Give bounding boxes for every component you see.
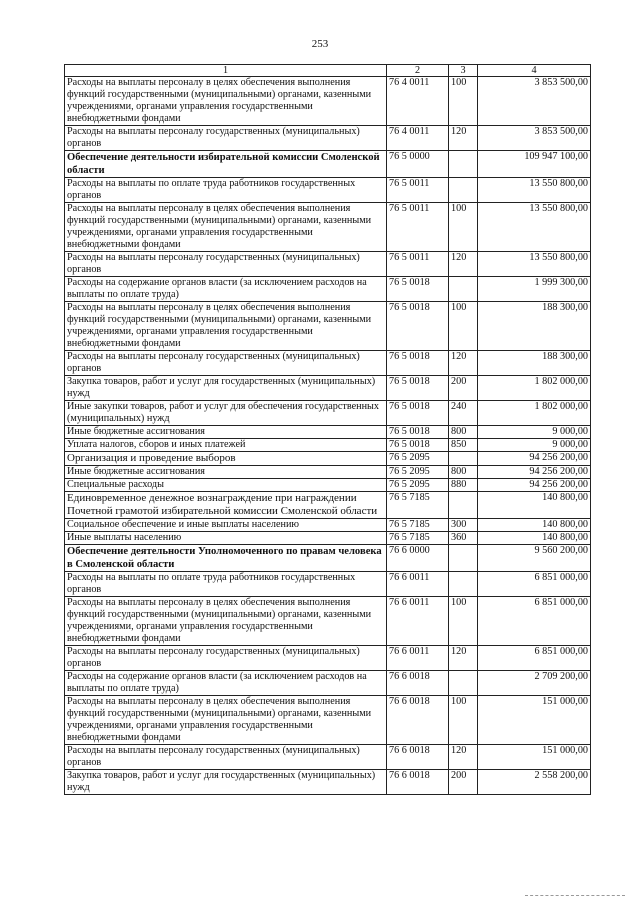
row-amount: 2 558 200,00 (478, 770, 591, 795)
page-number: 253 (311, 38, 329, 50)
table-body (65, 77, 591, 795)
table-row (65, 426, 591, 439)
row-expense-type: 120 (449, 646, 478, 671)
row-code: 76 6 0018 (387, 696, 449, 745)
row-name: Расходы на выплаты персоналу в целях обеспечения выполнения функций государственными (муниципальными) органами, казенными учреждениями, органами управления государственными внебюджетными фондами (65, 597, 387, 646)
row-code: 76 5 0011 (387, 203, 449, 252)
row-code: 76 5 0018 (387, 439, 449, 452)
row-expense-type: 120 (449, 745, 478, 770)
row-expense-type: 800 (449, 466, 478, 479)
table-row (65, 452, 591, 466)
row-expense-type: 100 (449, 203, 478, 252)
row-amount: 9 560 200,00 (478, 545, 591, 572)
table-row (65, 178, 591, 203)
table-row (65, 277, 591, 302)
row-amount: 9 000,00 (478, 426, 591, 439)
row-expense-type: 200 (449, 770, 478, 795)
row-expense-type: 800 (449, 426, 478, 439)
row-name: Расходы на выплаты персоналу государственных (муниципальных) органов (65, 252, 387, 277)
table-row (65, 302, 591, 351)
row-amount: 94 256 200,00 (478, 466, 591, 479)
table-row (65, 376, 591, 401)
table-row (65, 597, 591, 646)
table-row (65, 126, 591, 151)
row-amount: 6 851 000,00 (478, 646, 591, 671)
row-name: Уплата налогов, сборов и иных платежей (65, 439, 387, 452)
row-name: Расходы на выплаты персоналу в целях обеспечения выполнения функций государственными (муниципальными) органами, казенными учреждениями, органами управления государственными внебюджетными фондами (65, 77, 387, 126)
row-code: 76 4 0011 (387, 77, 449, 126)
row-name: Специальные расходы (65, 479, 387, 492)
budget-table (64, 64, 591, 795)
row-code: 76 5 0011 (387, 252, 449, 277)
row-code: 76 5 2095 (387, 452, 449, 466)
row-expense-type: 200 (449, 376, 478, 401)
row-name: Расходы на выплаты персоналу государственных (муниципальных) органов (65, 646, 387, 671)
table-row (65, 646, 591, 671)
row-code: 76 6 0018 (387, 671, 449, 696)
row-expense-type (449, 178, 478, 203)
header-col-4: 4 (478, 65, 591, 77)
row-code: 76 5 0000 (387, 151, 449, 178)
table-row (65, 466, 591, 479)
row-amount: 3 853 500,00 (478, 77, 591, 126)
table-row (65, 545, 591, 572)
row-name: Расходы на выплаты персоналу государственных (муниципальных) органов (65, 351, 387, 376)
row-expense-type (449, 151, 478, 178)
row-name: Закупка товаров, работ и услуг для государственных (муниципальных) нужд (65, 770, 387, 795)
row-code: 76 6 0011 (387, 646, 449, 671)
row-code: 76 4 0011 (387, 126, 449, 151)
row-expense-type (449, 545, 478, 572)
table-row (65, 479, 591, 492)
row-amount: 140 800,00 (478, 532, 591, 545)
row-expense-type: 120 (449, 252, 478, 277)
row-code: 76 6 0018 (387, 770, 449, 795)
row-code: 76 5 0018 (387, 426, 449, 439)
row-name: Расходы на выплаты по оплате труда работников государственных органов (65, 572, 387, 597)
table-row (65, 439, 591, 452)
row-name: Организация и проведение выборов (65, 452, 387, 466)
row-expense-type: 100 (449, 597, 478, 646)
row-amount: 140 800,00 (478, 492, 591, 519)
row-name: Иные бюджетные ассигнования (65, 426, 387, 439)
table-row (65, 252, 591, 277)
header-col-3: 3 (449, 65, 478, 77)
table-row (65, 492, 591, 519)
row-expense-type: 120 (449, 351, 478, 376)
table-row (65, 745, 591, 770)
row-code: 76 5 0018 (387, 277, 449, 302)
header-col-2: 2 (387, 65, 449, 77)
row-name: Расходы на выплаты персоналу в целях обеспечения выполнения функций государственными (муниципальными) органами, казенными учреждениями, органами управления государственными внебюджетными фондами (65, 302, 387, 351)
row-amount: 140 800,00 (478, 519, 591, 532)
row-name: Расходы на выплаты персоналу государственных (муниципальных) органов (65, 745, 387, 770)
row-expense-type (449, 671, 478, 696)
row-expense-type: 100 (449, 696, 478, 745)
row-expense-type: 300 (449, 519, 478, 532)
row-expense-type (449, 572, 478, 597)
row-amount: 1 802 000,00 (478, 401, 591, 426)
row-amount: 94 256 200,00 (478, 452, 591, 466)
scan-artifact-line (525, 895, 625, 897)
row-amount: 6 851 000,00 (478, 572, 591, 597)
row-expense-type: 120 (449, 126, 478, 151)
row-expense-type (449, 452, 478, 466)
table-row (65, 532, 591, 545)
row-expense-type: 360 (449, 532, 478, 545)
row-code: 76 5 2095 (387, 479, 449, 492)
row-code: 76 5 7185 (387, 519, 449, 532)
row-amount: 151 000,00 (478, 745, 591, 770)
row-name: Расходы на выплаты персоналу государственных (муниципальных) органов (65, 126, 387, 151)
row-code: 76 5 2095 (387, 466, 449, 479)
row-amount: 151 000,00 (478, 696, 591, 745)
row-name: Иные закупки товаров, работ и услуг для обеспечения государственных (муниципальных) нужд (65, 401, 387, 426)
row-expense-type: 850 (449, 439, 478, 452)
row-code: 76 5 0018 (387, 376, 449, 401)
table-row (65, 203, 591, 252)
row-amount: 94 256 200,00 (478, 479, 591, 492)
row-name: Социальное обеспечение и иные выплаты населению (65, 519, 387, 532)
row-expense-type: 100 (449, 302, 478, 351)
row-name: Расходы на выплаты по оплате труда работников государственных органов (65, 178, 387, 203)
header-col-1: 1 (65, 65, 387, 77)
table-row (65, 572, 591, 597)
row-expense-type (449, 492, 478, 519)
row-name: Расходы на содержание органов власти (за исключением расходов на выплаты по оплате труда) (65, 277, 387, 302)
row-name: Обеспечение деятельности избирательной комиссии Смоленской области (65, 151, 387, 178)
row-code: 76 6 0000 (387, 545, 449, 572)
header-row (65, 65, 591, 77)
row-amount: 13 550 800,00 (478, 178, 591, 203)
row-amount: 13 550 800,00 (478, 203, 591, 252)
row-expense-type: 240 (449, 401, 478, 426)
row-amount: 188 300,00 (478, 302, 591, 351)
row-name: Иные бюджетные ассигнования (65, 466, 387, 479)
row-amount: 1 999 300,00 (478, 277, 591, 302)
row-amount: 9 000,00 (478, 439, 591, 452)
row-amount: 13 550 800,00 (478, 252, 591, 277)
row-code: 76 5 7185 (387, 492, 449, 519)
row-name: Обеспечение деятельности Уполномоченного по правам человека в Смоленской области (65, 545, 387, 572)
row-amount: 6 851 000,00 (478, 597, 591, 646)
row-code: 76 5 0018 (387, 401, 449, 426)
row-amount: 1 802 000,00 (478, 376, 591, 401)
row-code: 76 6 0011 (387, 572, 449, 597)
row-name: Расходы на содержание органов власти (за исключением расходов на выплаты по оплате труда) (65, 671, 387, 696)
row-name: Иные выплаты населению (65, 532, 387, 545)
row-expense-type: 880 (449, 479, 478, 492)
table-row (65, 519, 591, 532)
table-row (65, 770, 591, 795)
row-name: Единовременное денежное вознаграждение при награждении Почетной грамотой избирательной комиссии Смоленской области (65, 492, 387, 519)
row-code: 76 5 0018 (387, 302, 449, 351)
row-code: 76 5 0011 (387, 178, 449, 203)
table-row (65, 696, 591, 745)
row-amount: 188 300,00 (478, 351, 591, 376)
table-row (65, 351, 591, 376)
row-code: 76 6 0011 (387, 597, 449, 646)
row-expense-type: 100 (449, 77, 478, 126)
row-amount: 3 853 500,00 (478, 126, 591, 151)
table-row (65, 671, 591, 696)
row-expense-type (449, 277, 478, 302)
row-amount: 2 709 200,00 (478, 671, 591, 696)
table-row (65, 401, 591, 426)
row-code: 76 6 0018 (387, 745, 449, 770)
row-amount: 109 947 100,00 (478, 151, 591, 178)
row-code: 76 5 7185 (387, 532, 449, 545)
row-name: Расходы на выплаты персоналу в целях обеспечения выполнения функций государственными (муниципальными) органами, казенными учреждениями, органами управления государственными внебюджетными фондами (65, 203, 387, 252)
row-name: Расходы на выплаты персоналу в целях обеспечения выполнения функций государственными (муниципальными) органами, казенными учреждениями, органами управления государственными внебюджетными фондами (65, 696, 387, 745)
row-code: 76 5 0018 (387, 351, 449, 376)
row-name: Закупка товаров, работ и услуг для государственных (муниципальных) нужд (65, 376, 387, 401)
table-row (65, 151, 591, 178)
table-row (65, 77, 591, 126)
